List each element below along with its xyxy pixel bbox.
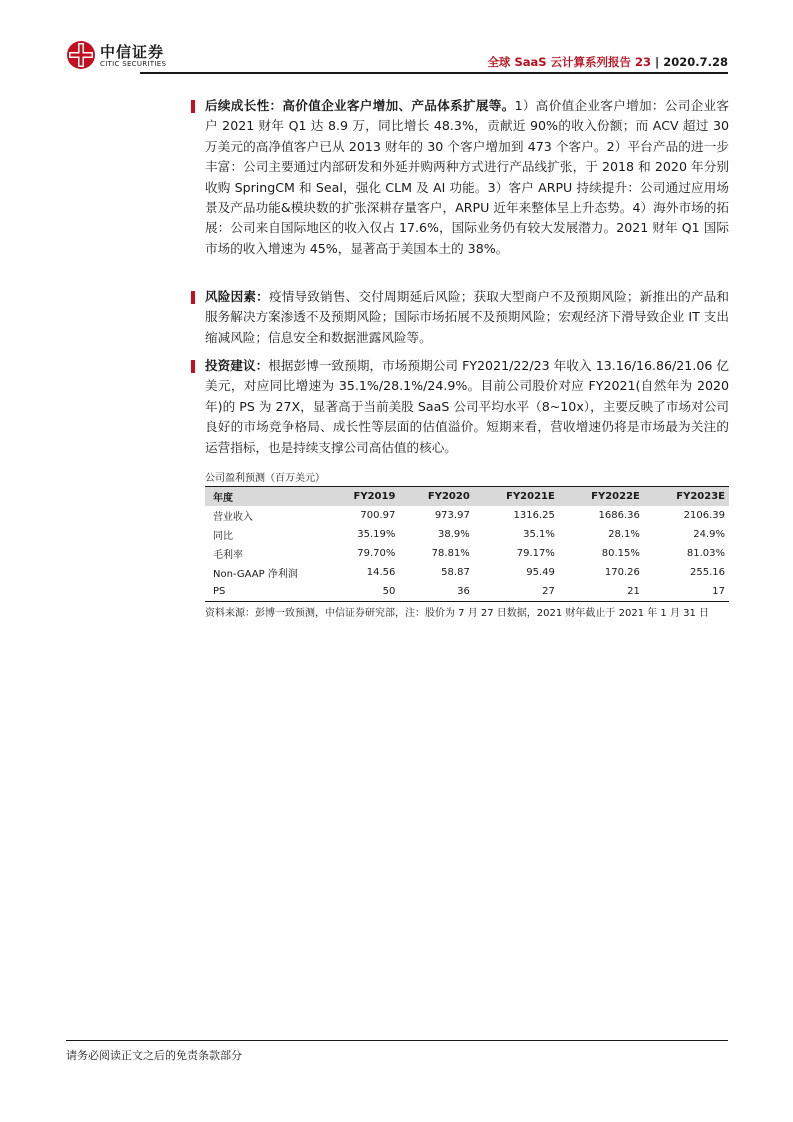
table-cell: 17: [644, 582, 729, 602]
table-row: [205, 525, 729, 544]
report-series-info: [487, 54, 728, 70]
table-cell: 38.9%: [438, 529, 470, 540]
table-cell: 95.49: [526, 567, 555, 578]
citic-securities-logo: [66, 40, 206, 72]
section-body: 根据彭博一致预期，市场预期公司 FY2021/22/23 年收入 13.16/16.86/21.06 亿美元，对应同比增速为 35.1%/28.1%/24.9%。目前公司股价对应 FY2021(自然年为 2020 年)的 PS 为 27X，显著高于当前美股 SaaS 公司平均水平（8~10x），主要反映了市场对公司良好的市场竞争格局、成长性等层面的估值溢价。短期来看，营收增速仍将是市场最为关注的运营指标，也是持续支撑公司高估值的核心。: [205, 358, 730, 455]
header-cell: FY2023E: [644, 487, 729, 507]
table-cell: 170.26: [604, 567, 640, 578]
table-cell: 35.1%: [523, 529, 555, 540]
table-cell: 14.56: [366, 567, 396, 578]
table-cell: 58.87: [441, 567, 470, 578]
header-cell: FY2020: [399, 487, 473, 507]
table-row: [205, 582, 729, 602]
table-cell: 255.16: [690, 567, 725, 578]
header-separator: |: [655, 55, 660, 69]
table-cell: 80.15%: [601, 548, 640, 559]
section-body: 1）高价值企业客户增加：公司企业客户 2021 财年 Q1 达 8.9 万，同比增长 48.3%，贡献近 90%的收入份额；而 ACV 超过 30 万美元的高净值客户已从 2013 财年的 30 个客户增加到 473 个客户。2）平台产品的进一步丰富：公司主要通过内部研发和外延并购两种方式进行产品线扩张，于 2018 和 2020 年分别收购 SpringCM 和 Seal，强化 CLM 及 AI 功能。3）客户 ARPU 持续提升：公司通过应用场景及产品功能&模块数的扩张深耕存量客户，ARPU 近年来整体呈上升态势。4）海外市场的拓展：公司来自国际地区的收入仅占 17.6%，国际业务仍有较大发展潜力。2021 财年 Q1 国际市场的收入增速为 45%，显著高于美国本土的 38%。: [205, 98, 730, 256]
section-body: 疫情导致销售、交付周期延后风险；获取大型商户不及预期风险；新推出的产品和服务解决方案渗透不及预期风险；国际市场拓展不及预期风险；宏观经济下滑导致企业 IT 支出缩减风险；信息安全和数据泄露风险等。: [205, 289, 730, 345]
header-cell: FY2022E: [559, 487, 644, 507]
row-label: PS: [205, 582, 325, 602]
table-cell: 79.70%: [357, 548, 396, 559]
table-row: [205, 506, 729, 525]
row-label: 毛利率: [213, 550, 243, 561]
row-label: 营业收入: [213, 512, 253, 523]
table-cell: 2106.39: [683, 510, 725, 521]
section-growth-outlook: [205, 96, 729, 259]
row-label: 同比: [213, 531, 233, 542]
table-cell: 1686.36: [598, 510, 640, 521]
logo-english-name: CITIC SECURITIES: [100, 60, 167, 68]
table-cell: 27: [474, 582, 559, 602]
table-source-note: 资料来源：彭博一致预测，中信证券研究部，注：股价为 7 月 27 日数据，2021 财年截止于 2021 年 1 月 31 日: [205, 608, 710, 619]
section-marker-icon: [191, 360, 195, 373]
table-cell: 24.9%: [693, 529, 725, 540]
section-lead: 投资建议：: [205, 358, 269, 373]
header-cell-year: 年度: [205, 487, 325, 507]
row-label: Non-GAAP 净利润: [213, 569, 298, 580]
table-header-row: [205, 487, 729, 507]
table-cell: 700.97: [360, 510, 396, 521]
header-cell: FY2021E: [474, 487, 559, 507]
header-cell: FY2019: [325, 487, 399, 507]
earnings-forecast-table: [205, 486, 729, 602]
table-cell: 21: [559, 582, 644, 602]
section-risk-factors: [205, 287, 729, 348]
footer-divider: [66, 1040, 728, 1041]
section-lead: 后续成长性：高价值企业客户增加、产品体系扩展等。: [205, 98, 515, 113]
footer-disclaimer: 请务必阅读正文之后的免责条款部分: [66, 1049, 242, 1062]
table-row: [205, 563, 729, 582]
table-cell: 28.1%: [608, 529, 640, 540]
table-cell: 79.17%: [516, 548, 555, 559]
section-marker-icon: [191, 291, 195, 304]
report-date: 2020.7.28: [663, 55, 728, 69]
table-title: 公司盈利预测（百万美元）: [205, 473, 325, 484]
table-cell: 35.19%: [357, 529, 396, 540]
table-cell: 78.81%: [431, 548, 470, 559]
section-marker-icon: [191, 100, 195, 113]
page-header: [66, 38, 728, 74]
section-investment-advice: [205, 356, 729, 458]
section-lead: 风险因素：: [205, 289, 269, 304]
table-cell: 36: [399, 582, 473, 602]
logo-chinese-name: 中信证券: [100, 43, 165, 61]
table-cell: 973.97: [434, 510, 470, 521]
table-cell: 1316.25: [513, 510, 555, 521]
report-series-title: 全球 SaaS 云计算系列报告 23: [487, 55, 652, 69]
citic-logo-icon: [66, 40, 96, 70]
header-divider: [140, 72, 728, 74]
table-cell: 50: [325, 582, 399, 602]
table-cell: 81.03%: [686, 548, 725, 559]
table-row: [205, 544, 729, 563]
